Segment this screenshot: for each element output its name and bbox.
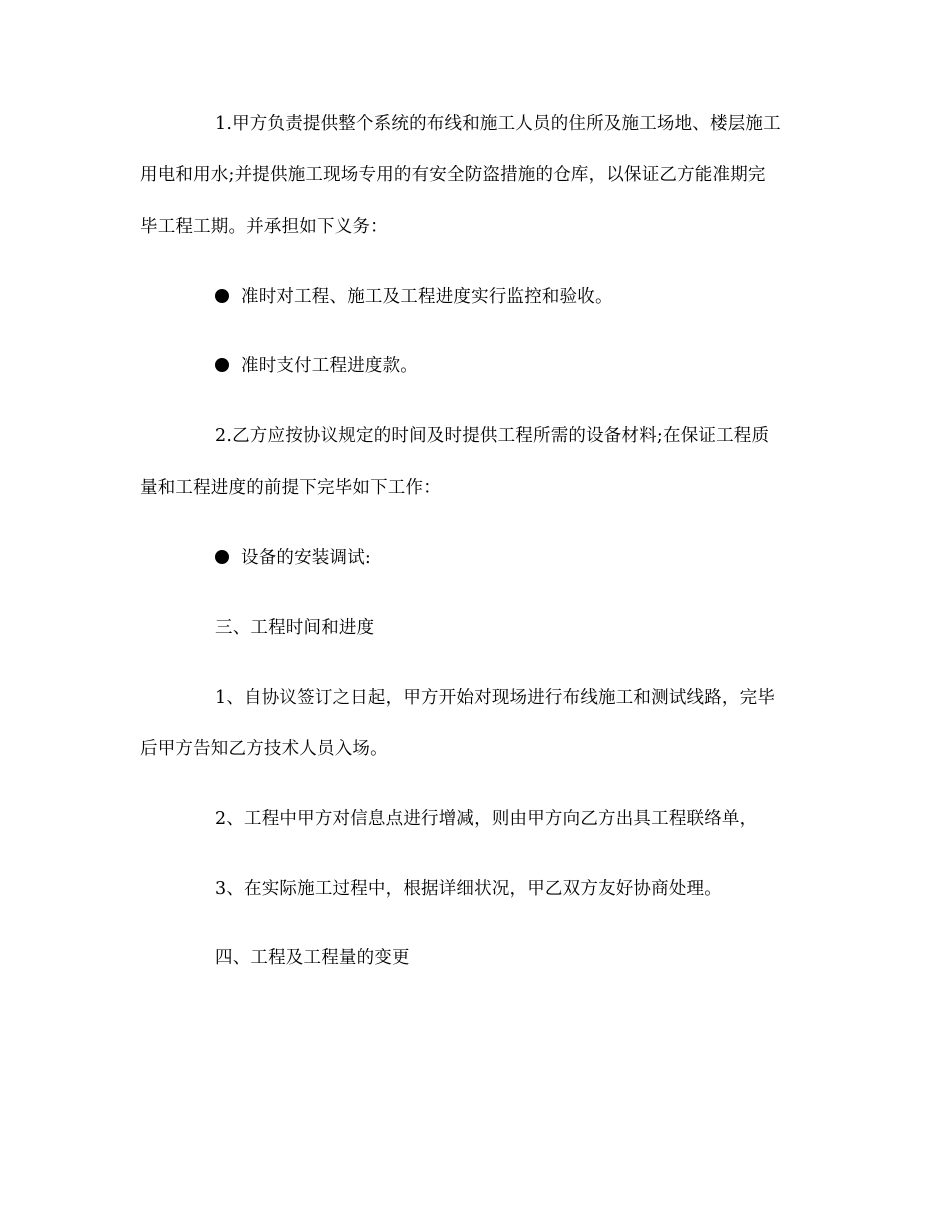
bullet-text: 准时支付工程进度款。 xyxy=(241,356,418,376)
section-heading-4: 四、工程及工程量的变更 xyxy=(215,948,410,968)
bullet-item xyxy=(215,546,371,570)
para1-line3: 毕工程工期。并承担如下义务： xyxy=(140,217,388,237)
section-heading-3: 三、工程时间和进度 xyxy=(215,618,375,638)
bullet-dot-icon xyxy=(215,289,229,303)
item3-1-line1: 1、自协议签订之日起，甲方开始对现场进行布线施工和测试线路，完毕 xyxy=(215,688,776,708)
bullet-item xyxy=(215,285,613,309)
para2-line1: 2.乙方应按协议规定的时间及时提供工程所需的设备材料;在保证工程质 xyxy=(215,426,770,446)
bullet-text: 准时对工程、施工及工程进度实行监控和验收。 xyxy=(241,287,613,307)
bullet-dot-icon xyxy=(215,550,229,564)
para2-line2: 量和工程进度的前提下完毕如下工作： xyxy=(140,478,441,498)
para1-line1: 1.甲方负责提供整个系统的布线和施工人员的住所及施工场地、楼层施工 xyxy=(215,114,781,134)
item3-1-line2: 后甲方告知乙方技术人员入场。 xyxy=(140,739,388,759)
item3-3: 3、在实际施工过程中，根据详细状况，甲乙双方友好协商处理。 xyxy=(215,879,722,899)
bullet-dot-icon xyxy=(215,358,229,372)
bullet-item xyxy=(215,354,418,378)
bullet-text: 设备的安装调试: xyxy=(241,548,371,568)
para1-line2: 用电和用水;并提供施工现场专用的有安全防盗措施的仓库，以保证乙方能准期完 xyxy=(140,165,766,185)
item3-2: 2、工程中甲方对信息点进行增减，则由甲方向乙方出具工程联络单， xyxy=(215,809,758,829)
